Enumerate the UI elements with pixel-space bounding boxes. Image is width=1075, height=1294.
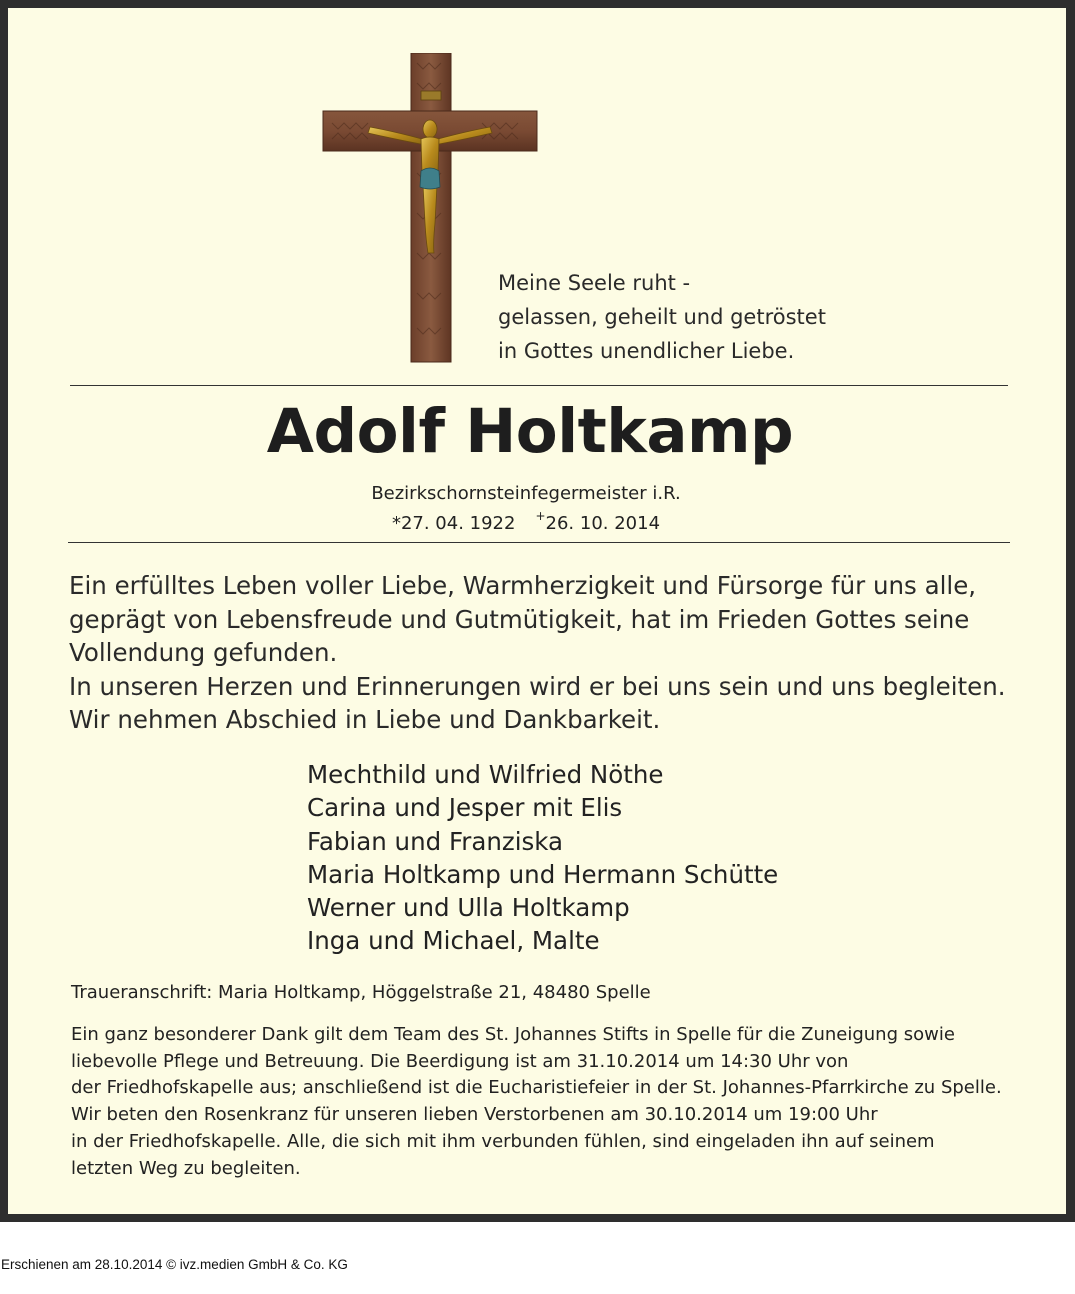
motto-line: Meine Seele ruht - bbox=[498, 271, 691, 295]
tribute-line: Vollendung gefunden. bbox=[69, 638, 338, 667]
mourning-address: Traueranschrift: Maria Holtkamp, Höggelstraße 21, 48480 Spelle bbox=[71, 982, 651, 1003]
thanks-line: letzten Weg zu begleiten. bbox=[71, 1157, 301, 1179]
mourners-list bbox=[307, 758, 778, 958]
thanks-line: liebevolle Pflege und Betreuung. Die Beerdigung ist am 31.10.2014 um 14:30 Uhr von bbox=[71, 1050, 849, 1072]
mourner-entry: Maria Holtkamp und Hermann Schütte bbox=[307, 859, 779, 889]
motto-line: gelassen, geheilt und getröstet bbox=[498, 305, 826, 329]
thanks-line: der Friedhofskapelle aus; anschließend ist die Eucharistiefeier in der St. Johannes-Pfarrkirche zu Spelle. bbox=[71, 1077, 1002, 1099]
tribute-line: In unseren Herzen und Erinnerungen wird er bei uns sein und uns begleiten. bbox=[69, 671, 1006, 701]
deceased-profession: Bezirkschornsteinfegermeister i.R. bbox=[371, 483, 681, 504]
death-date: 26. 10. 2014 bbox=[545, 513, 661, 534]
motto-line: in Gottes unendlicher Liebe. bbox=[498, 339, 795, 363]
divider-top bbox=[70, 385, 1008, 386]
thanks-text bbox=[71, 1022, 1002, 1182]
divider-bottom bbox=[68, 542, 1010, 543]
tribute-line: Ein erfülltes Leben voller Liebe, Warmherzigkeit und Fürsorge für uns alle, bbox=[69, 571, 977, 600]
thanks-line: in der Friedhofskapelle. Alle, die sich mit ihm verbunden fühlen, sind eingeladen ihn auf seinem bbox=[71, 1130, 935, 1152]
life-dates bbox=[0, 511, 1052, 534]
tribute-line: geprägt von Lebensfreude und Gutmütigkeit, hat im Frieden Gottes seine bbox=[69, 604, 970, 634]
death-symbol: + bbox=[535, 509, 546, 523]
tribute-text bbox=[69, 569, 1019, 737]
birth-date: *27. 04. 1922 bbox=[391, 513, 516, 534]
mourner-entry: Carina und Jesper mit Elis bbox=[307, 793, 623, 823]
motto-verse bbox=[498, 266, 826, 368]
thanks-line: Wir beten den Rosenkranz für unseren lieben Verstorbenen am 30.10.2014 um 19:00 Uhr bbox=[71, 1104, 878, 1126]
publication-footer: Erschienen am 28.10.2014 © ivz.medien GmbH & Co. KG bbox=[1, 1257, 348, 1272]
mourner-entry: Fabian und Franziska bbox=[307, 826, 564, 856]
mourner-entry: Inga und Michael, Malte bbox=[307, 926, 600, 956]
mourner-entry: Mechthild und Wilfried Nöthe bbox=[307, 760, 664, 789]
deceased-name: Adolf Holtkamp bbox=[266, 396, 794, 467]
mourner-entry: Werner und Ulla Holtkamp bbox=[307, 893, 630, 923]
tribute-line: Wir nehmen Abschied in Liebe und Dankbarkeit. bbox=[69, 705, 661, 734]
thanks-line: Ein ganz besonderer Dank gilt dem Team des St. Johannes Stifts in Spelle für die Zuneigung sowie bbox=[71, 1024, 955, 1045]
